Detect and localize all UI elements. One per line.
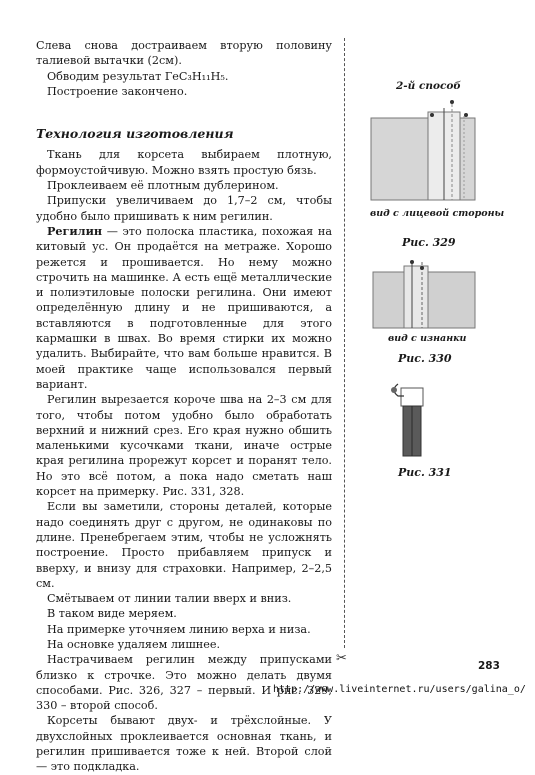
paragraph: В таком виде меряем. [47,607,177,621]
page-number: 283 [478,660,500,672]
method-label: 2-й способ [396,80,461,92]
paragraph: Слева снова достраиваем вторую половину талиевой вытачки (2см). [36,39,332,68]
figure-330 [372,258,476,330]
margin-divider [344,38,345,648]
paragraph-regilin [36,224,332,392]
figure-329 [370,98,476,202]
figure-331 [386,376,436,458]
figure-331-caption: Рис. 331 [398,466,452,479]
caption-front-view: вид с лицевой стороны [370,208,505,219]
paragraph: Регилин вырезается короче шва на 2–3 см для того, чтобы потом удобно было обработать верхний и нижний срез. Его края нужно обшить маленькими кусочками ткани, иначе острые края регилина прорежут корсет и поранят тело. Но это всё потом, а пока надо сметать наш корсет на примерку. Рис. 331, 328. [36,393,332,499]
figure-329-caption: Рис. 329 [402,236,456,249]
paragraph: Корсеты бывают двух- и трёхслойные. У двухслойных проклеивается основная ткань, и регилин пришивается тоже к ней. Второй слой — это подкладка. [36,714,332,774]
paragraph: Ткань для корсета выбираем плотную, формоустойчивую. Можно взять простую бязь. [36,148,332,177]
main-text-column [36,38,332,775]
term-regilin: Регилин [47,223,103,238]
caption-back-view: вид с изнанки [388,333,467,344]
paragraph: Настрачиваем регилин между припусками близко к строчке. Это можно делать двумя способами. Рис. 326, 327 – первый. И рис. 329, 330 – второй способ. [36,653,332,713]
scissors-icon: ✂ [336,651,347,666]
paragraph: Если вы заметили, стороны деталей, которые надо соединять друг с другом, не одинаковы по длине. Пренебрегаем этим, чтобы не усложнять построение. Просто прибавляем припуск и вверху, и внизу для страховки. Например, 2–2,5 см. [36,500,332,590]
section-heading: Технология изготовления [36,126,234,142]
paragraph: Обводим результат ГеС₃Н₁₁Н₅. [47,69,229,83]
paragraph: Припуски увеличиваем до 1,7–2 см, чтобы удобно было пришивать к ним регилин. [36,194,332,223]
paragraph: На основке удаляем лишнее. [47,637,221,651]
watermark-url: http://www.liveinternet.ru/users/galina_o/ [273,684,526,695]
paragraph: Смётываем от линии талии вверх и вниз. [47,592,292,606]
paragraph: Построение закончено. [47,84,188,98]
regilin-definition: — это полоска пластика, похожая на китовый ус. Он продаётся на метраже. Хорошо режется и прошивается. Но нему можно строчить на машинке. А есть ещё металлические и полиэтиловые полоски регилина. Они имеют определённую длину и не пришиваются, а вставляются в подготовленные для этого кармашки в швах. Во время стирки их можно удалить. Выбирайте, что вам больше нравится. В моей практике чаще использовался первый вариант. [36,224,332,391]
paragraph: Проклеиваем её плотным дублерином. [47,179,279,193]
paragraph: На примерке уточняем линию верха и низа. [47,622,311,636]
figure-330-caption: Рис. 330 [398,352,452,365]
